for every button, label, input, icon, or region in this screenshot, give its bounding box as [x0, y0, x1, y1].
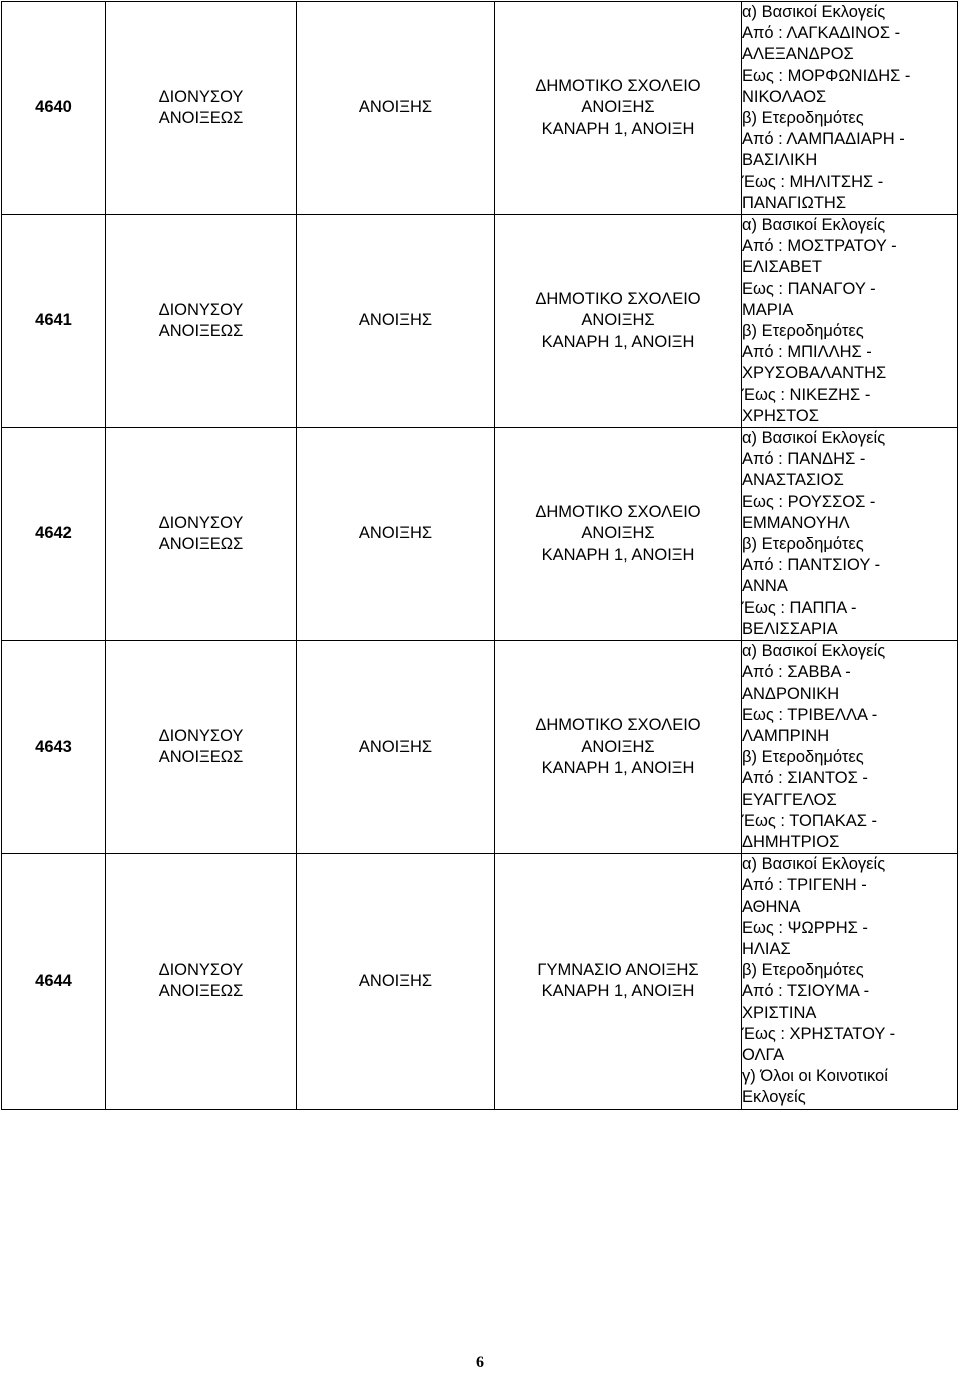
voters-range-cell-line: ΑΘΗΝΑ	[742, 897, 801, 916]
voters-range-cell-line: Από : ΜΠΙΛΛΗΣ -	[742, 343, 872, 362]
voters-range-cell-line: Από : ΤΡΙΓΕΝΗ -	[742, 876, 867, 895]
municipality-cell-line: ΑΝΟΙΞΕΩΣ	[158, 748, 244, 767]
venue-cell-line: ΔΗΜΟΤΙΚΟ ΣΧΟΛΕΙΟ	[535, 290, 701, 309]
voters-range-cell-line: ΑΝΝΑ	[742, 577, 788, 596]
voters-range-cell-line: Από : ΛΑΜΠΑΔΙΑΡΗ -	[742, 130, 905, 149]
voters-range-cell-line: ΛΑΜΠΡΙΝΗ	[742, 726, 830, 745]
venue-cell	[495, 215, 742, 428]
venue-cell-line: ΔΗΜΟΤΙΚΟ ΣΧΟΛΕΙΟ	[535, 503, 701, 522]
district-cell: ΑΝΟΙΞΗΣ	[297, 2, 495, 215]
station-number: 4641	[2, 215, 106, 428]
venue-cell	[495, 428, 742, 641]
venue-cell-line: ΑΝΟΙΞΗΣ	[581, 311, 655, 330]
voters-range-cell-line: Από : ΠΑΝΤΣΙΟΥ -	[742, 556, 881, 575]
municipality-cell	[106, 2, 297, 215]
voters-range-cell-line: Έως : ΜΗΛΙΤΣΗΣ -	[742, 172, 884, 191]
voters-range-cell-line: Από : ΣΙΑΝΤΟΣ -	[742, 769, 868, 788]
page-number: 6	[476, 1354, 484, 1371]
venue-cell	[495, 854, 742, 1109]
station-number: 4642	[2, 428, 106, 641]
voters-range-cell-line: Εως : ΨΩΡΡΗΣ -	[742, 918, 868, 937]
voters-range-cell-line: ΗΛΙΑΣ	[742, 939, 791, 958]
municipality-cell-line: ΔΙΟΝΥΣΟΥ	[158, 726, 244, 745]
voters-range-cell	[742, 2, 958, 215]
voters-range-cell-line: α) Βασικοί Εκλογείς	[742, 216, 886, 235]
voters-range-cell-line: β) Ετεροδημότες	[742, 322, 864, 341]
voters-range-cell-line: α) Βασικοί Εκλογείς	[742, 642, 886, 661]
station-number: 4644	[2, 854, 106, 1109]
voters-range-cell-line: Έως : ΠΑΠΠΑ -	[742, 598, 857, 617]
voters-range-cell-line: ΕΛΙΣΑΒΕΤ	[742, 258, 822, 277]
station-number: 4640	[2, 2, 106, 215]
municipality-cell	[106, 854, 297, 1109]
voters-range-cell-line: Εως : ΤΡΙΒΕΛΛΑ -	[742, 705, 878, 724]
voters-range-cell-line: ΑΝΔΡΟΝΙΚΗ	[742, 684, 840, 703]
voters-range-cell-line: ΒΕΛΙΣΣΑΡΙΑ	[742, 619, 838, 638]
voters-range-cell-line: Από : ΠΑΝΔΗΣ -	[742, 450, 866, 469]
table-body	[2, 2, 958, 1110]
voters-range-cell-line: ΧΡΗΣΤΟΣ	[742, 406, 819, 425]
table-row	[2, 854, 958, 1109]
voters-range-cell	[742, 215, 958, 428]
venue-cell-line: ΔΗΜΟΤΙΚΟ ΣΧΟΛΕΙΟ	[535, 77, 701, 96]
voters-range-cell-line: ΧΡΙΣΤΙΝΑ	[742, 1003, 817, 1022]
voters-range-cell-line: β) Ετεροδημότες	[742, 748, 864, 767]
table-row	[2, 428, 958, 641]
venue-cell-line: ΚΑΝΑΡΗ 1, ΑΝΟΙΞΗ	[541, 119, 695, 138]
voters-range-cell-line: ΕΜΜΑΝΟΥΗΛ	[742, 513, 850, 532]
voters-range-cell-line: Έως : ΝΙΚΕΖΗΣ -	[742, 385, 871, 404]
district-cell: ΑΝΟΙΞΗΣ	[297, 641, 495, 854]
voters-range-cell-line: ΧΡΥΣΟΒΑΛΑΝΤΗΣ	[742, 364, 887, 383]
municipality-cell-line: ΔΙΟΝΥΣΟΥ	[158, 300, 244, 319]
voters-range-cell-line: Από : ΛΑΓΚΑΔΙΝΟΣ -	[742, 24, 901, 43]
voters-range-cell	[742, 641, 958, 854]
voters-range-cell-line: β) Ετεροδημότες	[742, 961, 864, 980]
venue-cell-line: ΚΑΝΑΡΗ 1, ΑΝΟΙΞΗ	[541, 982, 695, 1001]
voters-range-cell-line: ΔΗΜΗΤΡΙΟΣ	[742, 832, 840, 851]
venue-cell	[495, 641, 742, 854]
municipality-cell-line: ΑΝΟΙΞΕΩΣ	[158, 109, 244, 128]
voters-range-cell	[742, 428, 958, 641]
voters-range-cell-line: Έως : ΤΟΠΑΚΑΣ -	[742, 811, 878, 830]
polling-stations-table	[1, 1, 958, 1110]
table-row	[2, 2, 958, 215]
voters-range-cell-line: ΝΙΚΟΛΑΟΣ	[742, 87, 827, 106]
table-row	[2, 215, 958, 428]
venue-cell-line: ΑΝΟΙΞΗΣ	[581, 524, 655, 543]
venue-cell-line: ΚΑΝΑΡΗ 1, ΑΝΟΙΞΗ	[541, 332, 695, 351]
voters-range-cell-line: ΑΝΑΣΤΑΣΙΟΣ	[742, 471, 844, 490]
voters-range-cell-line: β) Ετεροδημότες	[742, 535, 864, 554]
voters-range-cell-line: Έως : ΧΡΗΣΤΑΤΟΥ -	[742, 1024, 896, 1043]
voters-range-cell-line: Εως : ΜΟΡΦΩΝΙΔΗΣ -	[742, 66, 911, 85]
municipality-cell-line: ΔΙΟΝΥΣΟΥ	[158, 513, 244, 532]
voters-range-cell-line: Από : ΜΟΣΤΡΑΤΟΥ -	[742, 237, 897, 256]
voters-range-cell-line: ΕΥΑΓΓΕΛΟΣ	[742, 790, 837, 809]
venue-cell-line: ΓΥΜΝΑΣΙΟ ΑΝΟΙΞΗΣ	[537, 961, 699, 980]
municipality-cell-line: ΔΙΟΝΥΣΟΥ	[158, 961, 244, 980]
voters-range-cell	[742, 854, 958, 1109]
municipality-cell-line: ΑΝΟΙΞΕΩΣ	[158, 535, 244, 554]
voters-range-cell-line: ΟΛΓΑ	[742, 1045, 785, 1064]
voters-range-cell-line: γ) Όλοι οι Κοινοτικοί	[742, 1067, 888, 1086]
voters-range-cell-line: α) Βασικοί Εκλογείς	[742, 3, 886, 21]
venue-cell-line: ΑΝΟΙΞΗΣ	[581, 98, 655, 117]
venue-cell-line: ΑΝΟΙΞΗΣ	[581, 737, 655, 756]
municipality-cell-line: ΑΝΟΙΞΕΩΣ	[158, 982, 244, 1001]
voters-range-cell-line: ΑΛΕΞΑΝΔΡΟΣ	[742, 45, 854, 64]
voters-range-cell-line: Από : ΣΑΒΒΑ -	[742, 663, 851, 682]
venue-cell-line: ΚΑΝΑΡΗ 1, ΑΝΟΙΞΗ	[541, 545, 695, 564]
voters-range-cell-line: β) Ετεροδημότες	[742, 109, 864, 128]
voters-range-cell-line: Εως : ΠΑΝΑΓΟΥ -	[742, 279, 876, 298]
voters-range-cell-line: α) Βασικοί Εκλογείς	[742, 429, 886, 448]
voters-range-cell-line: Εκλογείς	[742, 1088, 806, 1107]
venue-cell	[495, 2, 742, 215]
table-row	[2, 641, 958, 854]
municipality-cell	[106, 215, 297, 428]
station-number: 4643	[2, 641, 106, 854]
voters-range-cell-line: ΒΑΣΙΛΙΚΗ	[742, 151, 818, 170]
district-cell: ΑΝΟΙΞΗΣ	[297, 854, 495, 1109]
voters-range-cell-line: ΠΑΝΑΓΙΩΤΗΣ	[742, 193, 847, 212]
district-cell: ΑΝΟΙΞΗΣ	[297, 428, 495, 641]
voters-range-cell-line: Εως : ΡΟΥΣΣΟΣ -	[742, 492, 876, 511]
voters-range-cell-line: Από : ΤΣΙΟΥΜΑ -	[742, 982, 870, 1001]
venue-cell-line: ΔΗΜΟΤΙΚΟ ΣΧΟΛΕΙΟ	[535, 716, 701, 735]
venue-cell-line: ΚΑΝΑΡΗ 1, ΑΝΟΙΞΗ	[541, 758, 695, 777]
municipality-cell	[106, 428, 297, 641]
voters-range-cell-line: ΜΑΡΙΑ	[742, 300, 794, 319]
municipality-cell	[106, 641, 297, 854]
voters-range-cell-line: α) Βασικοί Εκλογείς	[742, 855, 886, 874]
municipality-cell-line: ΑΝΟΙΞΕΩΣ	[158, 322, 244, 341]
municipality-cell-line: ΔΙΟΝΥΣΟΥ	[158, 87, 244, 106]
district-cell: ΑΝΟΙΞΗΣ	[297, 215, 495, 428]
